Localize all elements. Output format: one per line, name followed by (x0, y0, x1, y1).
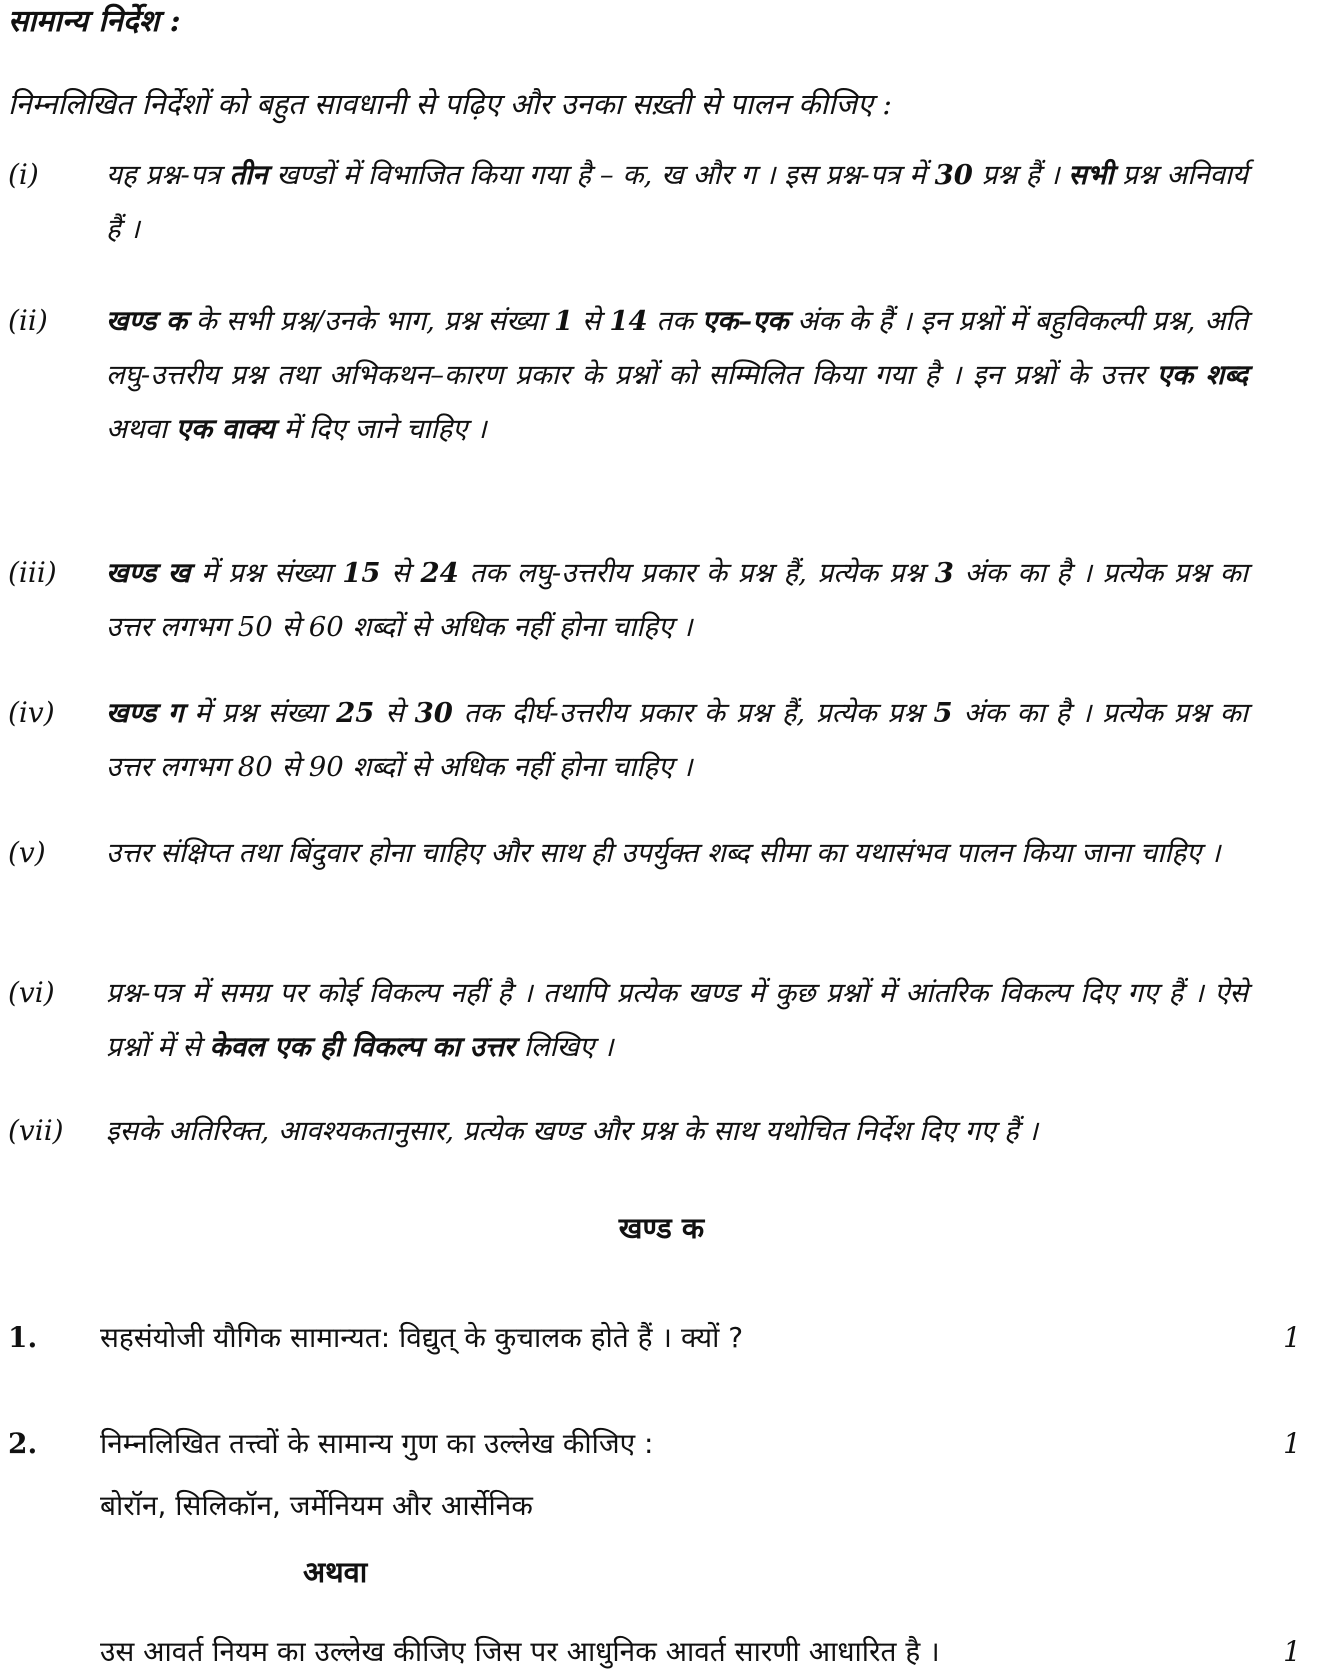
bold-run: खण्ड ग (106, 697, 184, 729)
question-marks: 1 (1283, 1635, 1301, 1668)
text-run: उत्तर संक्षिप्त तथा बिंदुवार होना चाहिए और साथ ही उपर्युक्त शब्द सीमा का यथासंभव पालन किया जाना चाहिए । (106, 837, 1221, 869)
text-run: खण्डों में विभाजित किया गया है – क, ख और ग । इस प्रश्न-पत्र में (267, 159, 935, 191)
bold-run: 30 (934, 159, 973, 191)
instruction-number: (vii) (8, 1114, 64, 1147)
text-run: अंक का है । प्रत्येक प्रश्न का उत्तर लगभग 50 से 60 शब्दों से अधिक नहीं होना चाहिए । (106, 557, 1248, 643)
question-text: निम्नलिखित तत्त्वों के सामान्य गुण का उल्लेख कीजिए : (100, 1427, 654, 1460)
text-run: प्रश्न-पत्र में समग्र पर कोई विकल्प नहीं है । तथापि प्रत्येक खण्ड में कुछ प्रश्नों में आंतरिक विकल्प दिए गए हैं । ऐसे प्रश्नों में से (106, 977, 1248, 1063)
bold-run: एक शब्द (1156, 359, 1248, 391)
text-run: अंक का है । प्रत्येक प्रश्न का उत्तर लगभग 80 से 90 शब्दों से अधिक नहीं होना चाहिए । (106, 697, 1248, 783)
text-run: से (573, 305, 610, 337)
question-marks: 1 (1283, 1427, 1301, 1460)
instruction-text (106, 966, 1248, 1074)
bold-run: एक वाक्य (175, 413, 275, 445)
bold-run: एक–एक (702, 305, 789, 337)
instructions-intro: निम्नलिखित निर्देशों को बहुत सावधानी से पढ़िए और उनका सख़्ती से पालन कीजिए : (8, 87, 893, 121)
bold-run: 14 (609, 305, 648, 337)
bold-run: 1 (554, 305, 574, 337)
or-label: अथवा (303, 1555, 368, 1589)
text-run: यह प्रश्न-पत्र (106, 159, 230, 191)
bold-run: 30 (414, 697, 453, 729)
general-instructions-heading: सामान्य निर्देश : (8, 4, 181, 39)
question-text: सहसंयोजी यौगिक सामान्यत: विद्युत् के कुचालक होते हैं । क्यों ? (100, 1321, 744, 1354)
instruction-text (106, 294, 1248, 456)
instruction-number: (vi) (8, 976, 55, 1009)
instruction-number: (iii) (8, 556, 57, 589)
bold-run: 24 (420, 557, 459, 589)
instruction-text (106, 826, 1248, 880)
text-run: तक दीर्घ-उत्तरीय प्रकार के प्रश्न हैं, प्रत्येक प्रश्न (452, 697, 934, 729)
text-run: प्रश्न हैं । (972, 159, 1069, 191)
text-run: इसके अतिरिक्त, आवश्यकतानुसार, प्रत्येक खण्ड और प्रश्न के साथ यथोचित निर्देश दिए गए हैं । (106, 1115, 1038, 1147)
instruction-text (106, 546, 1248, 654)
instruction-number: (v) (8, 836, 46, 869)
question-number: 2. (8, 1427, 38, 1460)
bold-run: 5 (933, 697, 953, 729)
bold-run: सभी (1068, 159, 1114, 191)
bold-run: 15 (342, 557, 381, 589)
bold-run: केवल एक ही विकल्प का उत्तर (209, 1031, 515, 1063)
text-run: अथवा (106, 413, 176, 445)
instruction-number: (iv) (8, 696, 55, 729)
text-run: तक लघु-उत्तरीय प्रकार के प्रश्न हैं, प्रत्येक प्रश्न (458, 557, 935, 589)
bold-run: खण्ड ख (106, 557, 191, 589)
question-number: 1. (8, 1321, 38, 1354)
bold-run: 3 (934, 557, 954, 589)
text-run: प्रश्न अनिवार्य हैं । (106, 159, 1248, 245)
text-run: में प्रश्न संख्या (190, 557, 343, 589)
text-run: में प्रश्न संख्या (183, 697, 337, 729)
alternative-question-text: उस आवर्त नियम का उल्लेख कीजिए जिस पर आधुनिक आवर्त सारणी आधारित है । (100, 1635, 940, 1668)
instruction-text (106, 1104, 1248, 1158)
instruction-text (106, 686, 1248, 794)
bold-run: खण्ड क (106, 305, 188, 337)
bold-run: 25 (336, 697, 375, 729)
text-run: में दिए जाने चाहिए । (274, 413, 487, 445)
question-subline: बोरॉन, सिलिकॉन, जर्मेनियम और आर्सेनिक (100, 1489, 533, 1522)
text-run: अंक के हैं । इन प्रश्नों में बहुविकल्पी प्रश्न, अति लघु-उत्तरीय प्रश्न तथा अभिकथन–कारण प्रकार के प्रश्नों को सम्मिलित किया गया है । इन प्रश्नों के उत्तर (106, 305, 1248, 391)
instruction-text (106, 148, 1248, 256)
text-run: से (380, 557, 421, 589)
text-run: के सभी प्रश्न/उनके भाग, प्रश्न संख्या (187, 305, 555, 337)
instruction-number: (i) (8, 158, 39, 191)
section-title: खण्ड क (618, 1211, 705, 1245)
text-run: तक (647, 305, 702, 337)
text-run: से (374, 697, 415, 729)
instruction-number: (ii) (8, 304, 48, 337)
question-marks: 1 (1283, 1321, 1301, 1354)
bold-run: तीन (229, 159, 268, 191)
text-run: लिखिए । (514, 1031, 614, 1063)
